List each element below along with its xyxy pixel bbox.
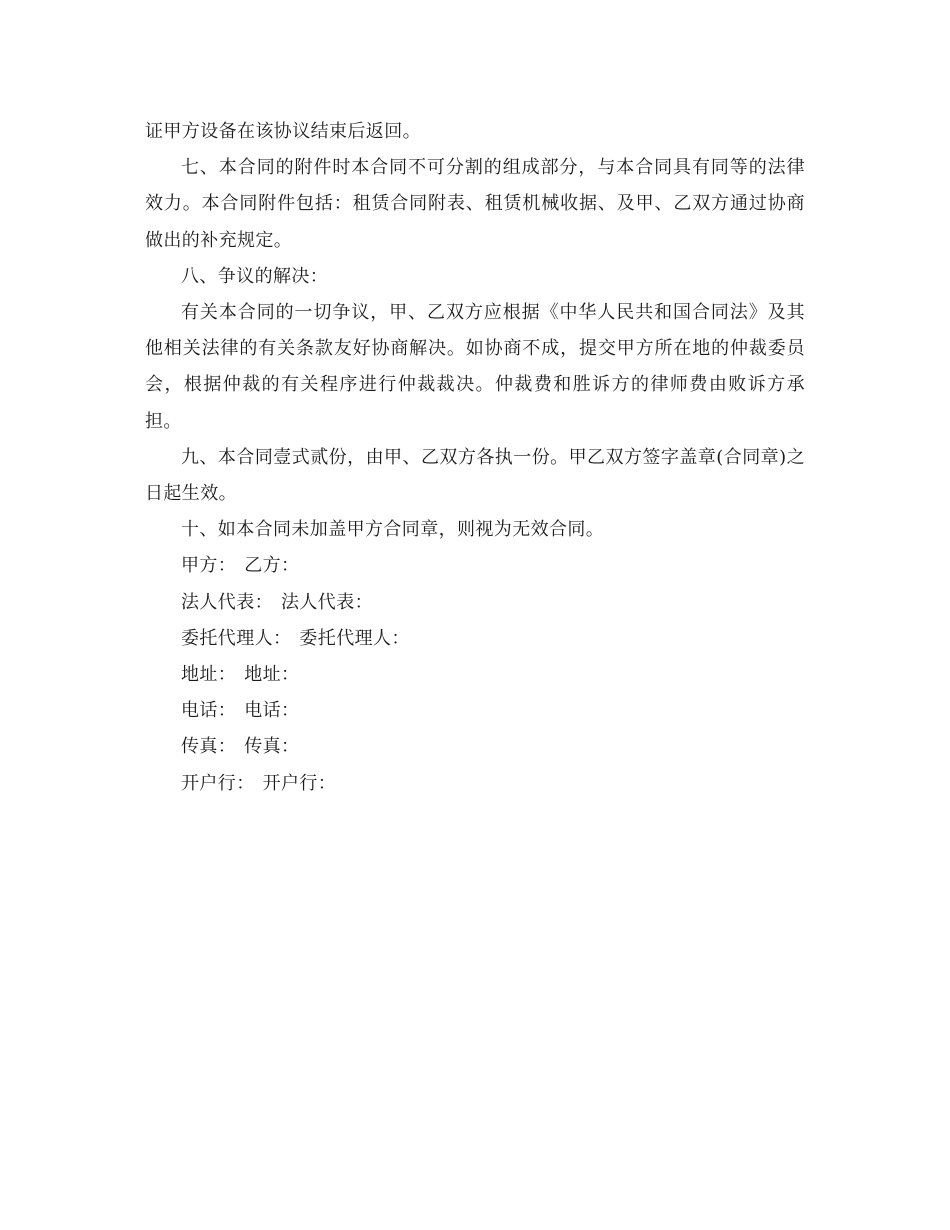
party-a-phone-label: 电话： (181, 700, 237, 722)
party-a-bank-label: 开户行： (181, 772, 255, 794)
party-a-legal-rep-label: 法人代表： (181, 591, 273, 613)
document-body (145, 114, 805, 802)
paragraph-clause-8-heading: 八、争议的解决： (181, 265, 329, 287)
signature-line-agent (145, 621, 805, 657)
party-b-phone-label: 电话： (244, 700, 300, 722)
signature-line-legal-rep (145, 585, 805, 621)
paragraph-clause-7: 七、本合同的附件时本合同不可分割的组成部分，与本合同具有同等的法律效力。本合同附件包括：租赁合同附表、租赁机械收据、及甲、乙双方通过协商做出的补充规定。 (145, 157, 805, 251)
party-a-fax-label: 传真： (181, 736, 237, 758)
signature-line-fax (145, 729, 805, 765)
party-a-address-label: 地址： (181, 664, 237, 686)
paragraph-dispute-resolution: 有关本合同的一切争议，甲、乙双方应根据《中华人民共和国合同法》及其他相关法律的有关条款友好协商解决。如协商不成，提交甲方所在地的仲裁委员会，根据仲裁的有关程序进行仲裁裁决。仲裁费和胜诉方的律师费由败诉方承担。 (145, 302, 805, 432)
party-b-label: 乙方： (244, 555, 300, 577)
party-b-legal-rep-label: 法人代表： (281, 591, 373, 613)
party-a-label: 甲方： (181, 555, 237, 577)
signature-line-phone (145, 693, 805, 729)
signature-line-party (145, 548, 805, 584)
party-b-address-label: 地址： (244, 664, 300, 686)
signature-line-bank (145, 766, 805, 802)
party-b-fax-label: 传真： (244, 736, 300, 758)
party-b-bank-label: 开户行： (262, 772, 337, 794)
signature-line-address (145, 657, 805, 693)
paragraph-clause-10: 十、如本合同未加盖甲方合同章，则视为无效合同。 (181, 519, 605, 541)
party-a-agent-label: 委托代理人： (181, 627, 292, 649)
paragraph-continuation: 证甲方设备在该协议结束后返回。 (145, 121, 421, 142)
party-b-agent-label: 委托代理人： (299, 627, 410, 649)
paragraph-clause-9: 九、本合同壹式贰份，由甲、乙双方各执一份。甲乙双方签字盖章(合同章)之日起生效。 (145, 446, 805, 505)
